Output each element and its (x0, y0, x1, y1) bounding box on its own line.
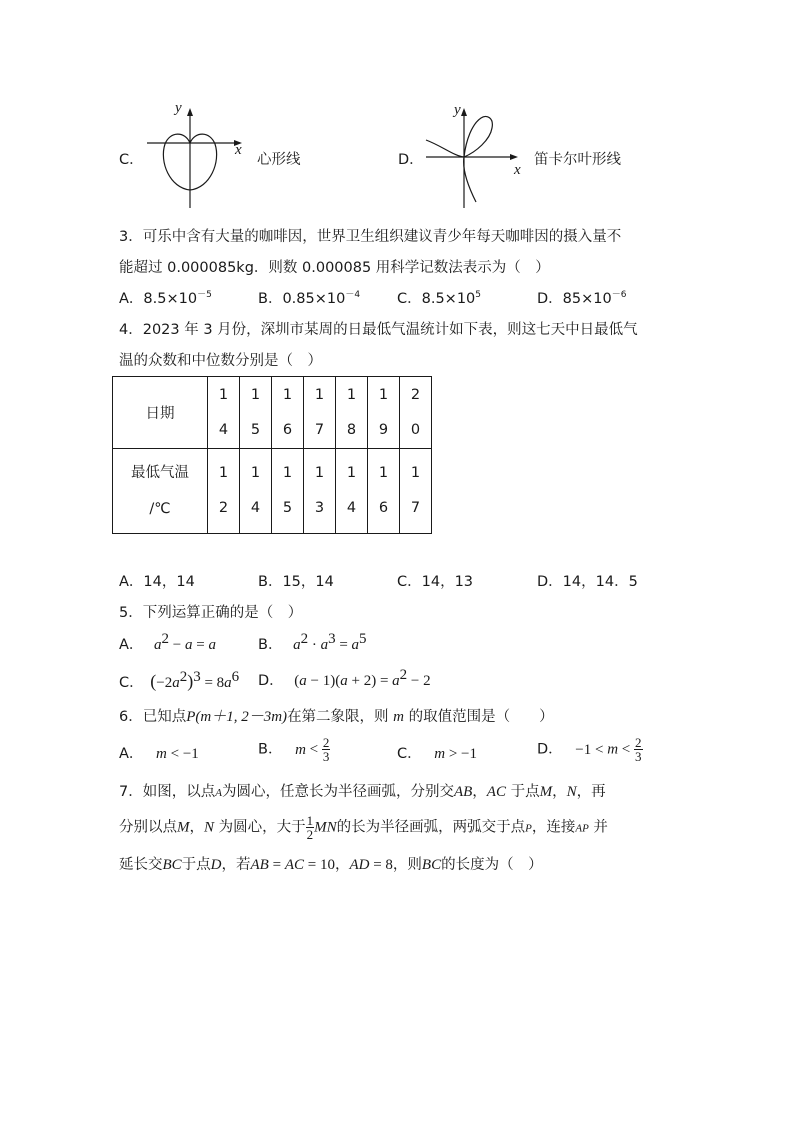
option-letter: D． (398, 152, 424, 168)
table-cell: 2 0 (400, 377, 432, 449)
table-cell: 1 5 (272, 449, 304, 534)
table-cell: 1 4 (240, 449, 272, 534)
q3-option-d (537, 289, 626, 309)
q6-option-b: B． m < $\frac{2}{3}$ (258, 735, 330, 764)
q6-option-a: A． m < −1 (119, 746, 199, 762)
table-cell: 1 2 (208, 449, 240, 534)
table-row-dates (113, 377, 432, 449)
folium-figure (424, 104, 524, 210)
q6-option-d: D． −1 < m < $\frac{2}{3}$ (537, 735, 642, 764)
q3-stem-line1: 3．可乐中含有大量的咖啡因，世界卫生组织建议青少年每天咖啡因的摄入量不 (119, 229, 622, 245)
option-exponent: －5 (197, 290, 212, 300)
q5-option-c: C． $(-2a^2)^3 = 8a^6$ (119, 669, 240, 691)
option-letter: A． (119, 291, 144, 307)
option-letter: C． (119, 152, 144, 168)
table-header-temp: 最低气温 /℃ (113, 449, 208, 534)
table-row-temps (113, 449, 432, 534)
option-base: 0.85×10 (282, 291, 346, 307)
option-exponent: －6 (611, 290, 627, 300)
point-p: P(m＋1, 2－3m) (186, 709, 288, 725)
q7-stem-line2: 分别以点M，N 为圆心，大于 $\frac{1}{2}$ MN的长为半径画弧，两弧交于点P，连接AP 并 (119, 813, 608, 842)
axis-y-label: y (454, 102, 461, 118)
q4-option-a: A．14，14 (119, 574, 195, 590)
temperature-table (112, 376, 432, 534)
q2-option-d (398, 104, 658, 214)
q5-stem: 5．下列运算正确的是（ ） (119, 605, 303, 621)
q4-stem-line2: 温的众数和中位数分别是（ ） (119, 353, 322, 369)
option-base: 85×10 (562, 291, 612, 307)
table-cell: 1 6 (368, 449, 400, 534)
table-cell: 1 7 (400, 449, 432, 534)
q4-option-b: B．15，14 (258, 574, 334, 590)
axis-x-label: x (514, 162, 521, 178)
table-cell: 1 8 (336, 377, 368, 449)
table-header-date: 日期 (113, 377, 208, 449)
q5-option-d: D． $(a - 1)(a + 2) = a^2 - 2$ (258, 667, 431, 689)
option-base: 8.5×10 (421, 291, 476, 307)
curve-name: 心形线 (257, 152, 301, 168)
q3-option-b (258, 289, 360, 309)
q5-option-b: B． $a^2 \cdot a^3 = a^5$ (258, 631, 367, 653)
option-exponent: 5 (475, 290, 482, 300)
option-base: 8.5×10 (143, 291, 198, 307)
q4-stem-line1: 4．2023 年 3 月份，深圳市某周的日最低气温统计如下表，则这七天中日最低气 (119, 322, 638, 338)
option-exponent: －4 (345, 290, 361, 300)
table-cell: 1 9 (368, 377, 400, 449)
curve-name: 笛卡尔叶形线 (534, 152, 621, 168)
option-letter: D． (537, 291, 563, 307)
q7-stem-line3: 延长交BC于点D，若AB = AC = 10，AD = 8，则BC的长度为（ ） (119, 857, 543, 873)
option-letter: B． (258, 291, 283, 307)
table-cell: 1 7 (304, 377, 336, 449)
axis-x-label: x (235, 142, 242, 158)
table-cell: 1 5 (240, 377, 272, 449)
table-cell: 1 3 (304, 449, 336, 534)
q3-option-c (397, 289, 481, 309)
q4-option-d: D．14，14．5 (537, 574, 638, 590)
q3-option-a (119, 289, 212, 309)
q3-stem-line2: 能超过 0.000085kg．则数 0.000085 用科学记数法表示为（ ） (119, 260, 550, 276)
table-cell: 1 4 (208, 377, 240, 449)
table-cell: 1 4 (336, 449, 368, 534)
table-cell: 1 6 (272, 377, 304, 449)
q5-option-a: A． $a^2 - a = a$ (119, 631, 216, 653)
q2-option-c (119, 100, 359, 214)
q6-stem: 6．已知点P(m＋1, 2－3m)在第二象限，则 m 的取值范围是（ ） (119, 709, 554, 725)
option-letter: C． (397, 291, 422, 307)
q7-stem-line1: 7．如图，以点A为圆心，任意长为半径画弧，分别交AB，AC 于点M，N，再 (119, 784, 606, 800)
q4-option-c: C．14，13 (397, 574, 474, 590)
axis-y-label: y (175, 100, 182, 116)
q6-option-c: C． m > −1 (397, 746, 477, 762)
